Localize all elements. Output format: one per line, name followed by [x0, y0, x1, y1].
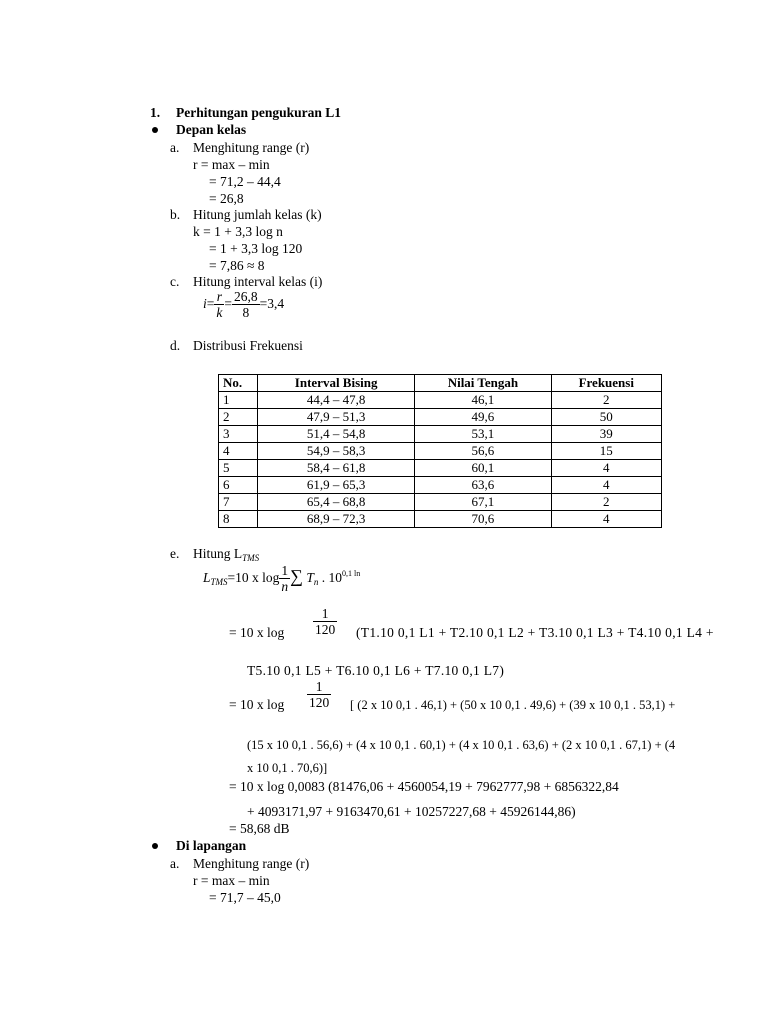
- classes-line-2: = 1 + 3,3 log 120: [209, 241, 303, 256]
- item-label-e: e.: [170, 546, 180, 561]
- header-midpoint: Nilai Tengah: [415, 375, 551, 392]
- section-title: Di lapangan: [176, 838, 247, 853]
- item-title-b: Hitung jumlah kelas (k): [193, 207, 322, 222]
- tms-formula: $L_{TMS}=10$ x log $\frac{1}{n}$ ∑ $T_n$ . $10^{0,1 ln}$: [203, 563, 361, 594]
- table-row: 8 68,9 – 72,3 70,6 4: [219, 511, 662, 528]
- calc-line-3-terms: [ (2 x 10 0,1 . 46,1) + (50 x 10 0,1 . 49,6) + (39 x 10 0,1 . 53,1) +: [350, 698, 676, 712]
- item-title-e: Hitung $L_{TMS}$: [193, 546, 260, 563]
- header-interval: Interval Bising: [258, 375, 415, 392]
- calc-line-7: + 4093171,97 + 9163470,61 + 10257227,68 + 45926144,86): [247, 804, 576, 819]
- item-title-a: Menghitung range (r): [193, 856, 310, 871]
- section-title: Depan kelas: [176, 122, 247, 137]
- range-line-1: r = max – min: [193, 157, 270, 172]
- calc-line-2-terms: T5.10 0,1 L5 + T6.10 0,1 L6 + T7.10 0,1 L7): [247, 663, 505, 678]
- value-fraction: $\frac{26,8}{8}$: [234, 289, 258, 320]
- calc-fraction-2: $\frac{1}{120}$: [309, 679, 330, 710]
- i-var: i: [203, 296, 207, 312]
- table-row: 1 44,4 – 47,8 46,1 2: [219, 392, 662, 409]
- item-label-b: b.: [170, 207, 181, 222]
- item-label-a: a.: [170, 140, 180, 155]
- range-line-2: = 71,2 – 44,4: [209, 174, 281, 189]
- calc-line-1-terms: (T1.10 0,1 L1 + T2.10 0,1 L2 + T3.10 0,1 L3 + T4.10 0,1 L4 +: [356, 625, 714, 640]
- range-line-2: = 71,7 – 45,0: [209, 890, 281, 905]
- item-title-a: Menghitung range (r): [193, 140, 310, 155]
- table-row: 6 61,9 – 65,3 63,6 4: [219, 477, 662, 494]
- calc-line-6: = 10 x log 0,0083 (81476,06 + 4560054,19 + 7962777,98 + 6856322,84: [229, 779, 619, 794]
- heading-title: Perhitungan pengukuran L1: [176, 105, 342, 120]
- calc-line-1-pre: = 10 x log: [229, 625, 285, 640]
- item-label-d: d.: [170, 338, 181, 353]
- classes-line-3: = 7,86 ≈ 8: [209, 258, 265, 273]
- table-row: 7 65,4 – 68,8 67,1 2: [219, 494, 662, 511]
- r-over-k: $\frac{r}{k}$: [216, 289, 223, 320]
- range-line-1: r = max – min: [193, 873, 270, 888]
- calc-result: = 58,68 dB: [229, 821, 290, 836]
- header-no: No.: [219, 375, 258, 392]
- interval-formula: i= $\frac{r}{k}$ = $\frac{26,8}{8}$ =3,4: [203, 289, 285, 320]
- item-label-a: a.: [170, 856, 180, 871]
- item-label-c: c.: [170, 274, 180, 289]
- table-row: 4 54,9 – 58,3 56,6 15: [219, 443, 662, 460]
- interval-result: 3,4: [267, 296, 285, 312]
- calc-fraction-1: $\frac{1}{120}$: [315, 606, 336, 637]
- table-row: 2 47,9 – 51,3 49,6 50: [219, 409, 662, 426]
- classes-line-1: k = 1 + 3,3 log n: [193, 224, 283, 239]
- range-line-3: = 26,8: [209, 191, 244, 206]
- table-header-row: [219, 375, 662, 392]
- item-title-d: Distribusi Frekuensi: [193, 338, 303, 353]
- calc-line-5-terms: x 10 0,1 . 70,6)]: [247, 761, 328, 775]
- bullet-icon: [152, 843, 158, 849]
- table-row: 3 51,4 – 54,8 53,1 39: [219, 426, 662, 443]
- calc-line-4-terms: (15 x 10 0,1 . 56,6) + (4 x 10 0,1 . 60,1) + (4 x 10 0,1 . 63,6) + (2 x 10 0,1 . 67,1) + (4: [247, 738, 676, 752]
- item-title-c: Hitung interval kelas (i): [193, 274, 323, 289]
- bullet-icon: [152, 127, 158, 133]
- table-row: 5 58,4 – 61,8 60,1 4: [219, 460, 662, 477]
- calc-line-3-pre: = 10 x log: [229, 697, 285, 712]
- frequency-table: [218, 374, 662, 528]
- heading-number: 1.: [150, 105, 161, 120]
- header-frequency: Frekuensi: [551, 375, 661, 392]
